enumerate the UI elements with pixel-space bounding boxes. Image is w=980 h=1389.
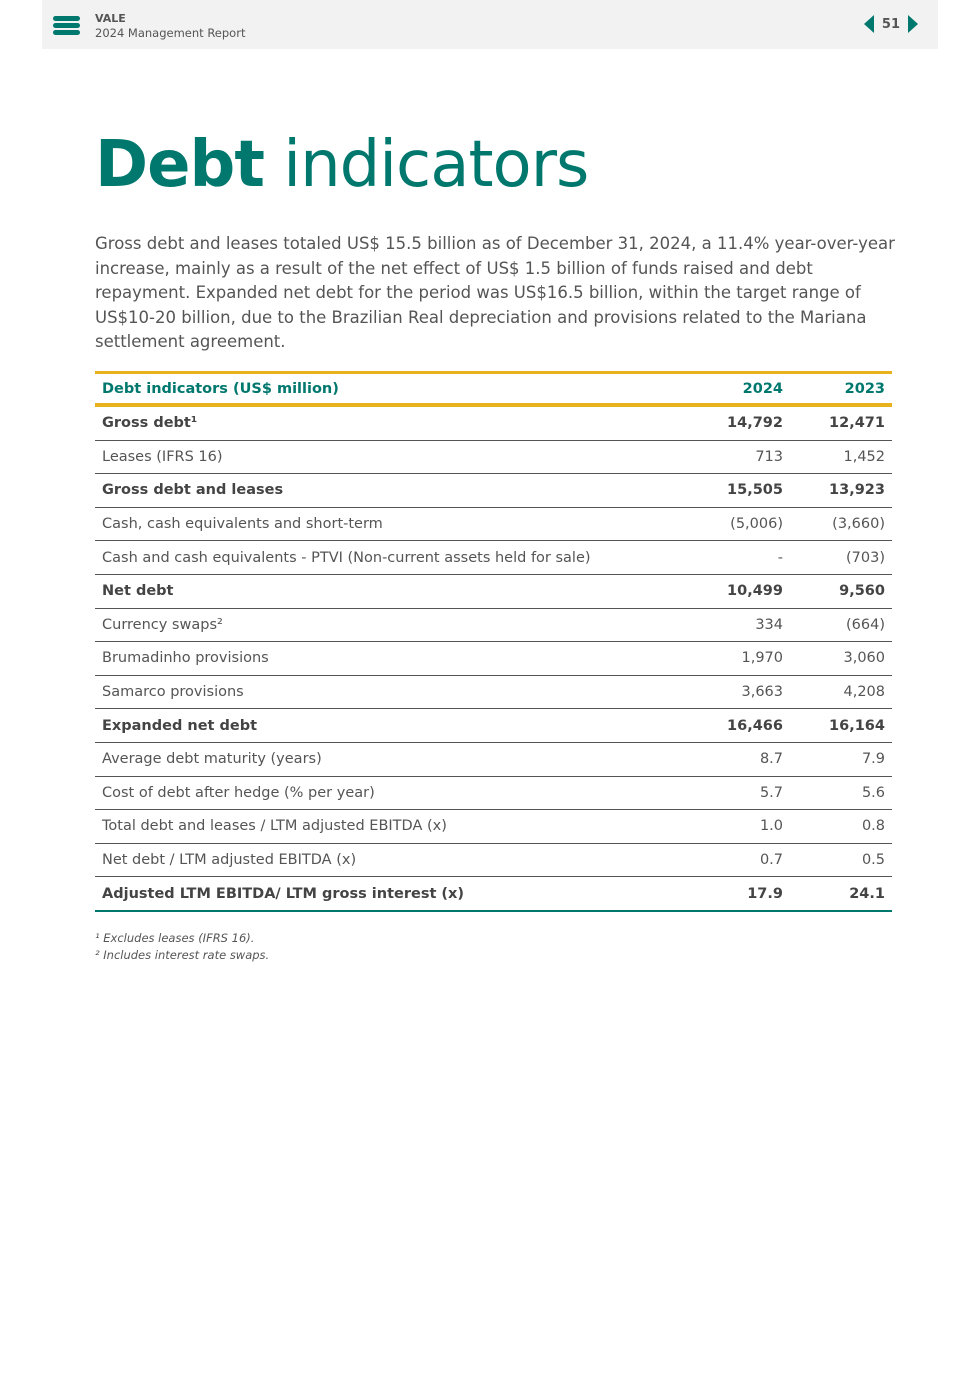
row-label: Gross debt¹ <box>95 405 676 440</box>
footnote: ¹ Excludes leases (IFRS 16). <box>95 931 255 945</box>
table-row <box>95 709 892 743</box>
column-header: 2023 <box>844 380 885 397</box>
table-row <box>95 474 892 508</box>
intro-paragraph: Gross debt and leases totaled US$ 15.5 billion as of December 31, 2024, a 11.4% year-over-year increase, mainly as a result of the net effect of US$ 1.5 billion of funds raised and debt repayment. Expanded net debt for the period was US$16.5 billion, within the target range of US$10-20 billion, due to the Brazilian Real depreciation and provisions related to the Mariana settlement agreement. <box>95 234 895 351</box>
brand <box>95 12 245 41</box>
footnote: ² Includes interest rate swaps. <box>95 948 270 962</box>
table-row <box>95 843 892 877</box>
table-row <box>95 608 892 642</box>
cell-2023: 1,452 <box>790 440 892 474</box>
row-label: Gross debt and leases <box>95 474 676 508</box>
cell-2024: (5,006) <box>676 507 790 541</box>
table-row <box>95 440 892 474</box>
row-label: Currency swaps² <box>95 608 676 642</box>
cell-2023: 5.6 <box>790 776 892 810</box>
row-label: Average debt maturity (years) <box>95 742 676 776</box>
next-page-icon[interactable] <box>908 15 918 33</box>
cell-2023: 7.9 <box>790 742 892 776</box>
row-label: Cash, cash equivalents and short-term <box>95 507 676 541</box>
cell-2023: (3,660) <box>790 507 892 541</box>
cell-2023: 13,923 <box>790 474 892 508</box>
page-title: Debt indicators <box>95 128 589 202</box>
cell-2023: (664) <box>790 608 892 642</box>
cell-2023: 24.1 <box>790 877 892 911</box>
menu-icon[interactable] <box>53 16 80 37</box>
row-label: Cash and cash equivalents - PTVI (Non-current assets held for sale) <box>95 541 676 575</box>
pager <box>864 15 918 33</box>
table-row <box>95 574 892 608</box>
row-label: Adjusted LTM EBITDA/ LTM gross interest (x) <box>95 877 676 911</box>
row-label: Expanded net debt <box>95 709 676 743</box>
cell-2024: 1.0 <box>676 810 790 844</box>
row-label: Leases (IFRS 16) <box>95 440 676 474</box>
column-header: 2024 <box>742 380 783 397</box>
cell-2023: 9,560 <box>790 574 892 608</box>
cell-2023: 16,164 <box>790 709 892 743</box>
table-row <box>95 675 892 709</box>
report-title: 2024 Management Report <box>95 26 246 40</box>
table-row <box>95 810 892 844</box>
cell-2023: 3,060 <box>790 642 892 676</box>
cell-2023: 0.8 <box>790 810 892 844</box>
cell-2024: 334 <box>676 608 790 642</box>
row-label: Net debt <box>95 574 676 608</box>
table-row <box>95 642 892 676</box>
cell-2024: 17.9 <box>676 877 790 911</box>
cell-2024: - <box>676 541 790 575</box>
cell-2024: 10,499 <box>676 574 790 608</box>
cell-2023: 4,208 <box>790 675 892 709</box>
cell-2023: (703) <box>790 541 892 575</box>
cell-2023: 12,471 <box>790 405 892 440</box>
table-row <box>95 541 892 575</box>
cell-2024: 5.7 <box>676 776 790 810</box>
row-label: Samarco provisions <box>95 675 676 709</box>
brand-name: VALE <box>95 12 126 25</box>
page-number: 51 <box>881 16 900 32</box>
table-row <box>95 877 892 911</box>
footnotes <box>95 930 269 964</box>
cell-2024: 16,466 <box>676 709 790 743</box>
table-row <box>95 507 892 541</box>
cell-2024: 713 <box>676 440 790 474</box>
debt-indicators-table <box>95 371 892 912</box>
cell-2024: 3,663 <box>676 675 790 709</box>
previous-page-icon[interactable] <box>864 15 874 33</box>
cell-2024: 15,505 <box>676 474 790 508</box>
cell-2023: 0.5 <box>790 843 892 877</box>
table-row <box>95 776 892 810</box>
column-header: Debt indicators (US$ million) <box>102 380 339 397</box>
cell-2024: 14,792 <box>676 405 790 440</box>
row-label: Cost of debt after hedge (% per year) <box>95 776 676 810</box>
row-label: Brumadinho provisions <box>95 642 676 676</box>
table-row <box>95 405 892 440</box>
cell-2024: 1,970 <box>676 642 790 676</box>
row-label: Total debt and leases / LTM adjusted EBITDA (x) <box>95 810 676 844</box>
top-bar <box>42 0 938 49</box>
row-label: Net debt / LTM adjusted EBITDA (x) <box>95 843 676 877</box>
cell-2024: 8.7 <box>676 742 790 776</box>
cell-2024: 0.7 <box>676 843 790 877</box>
table-row <box>95 742 892 776</box>
